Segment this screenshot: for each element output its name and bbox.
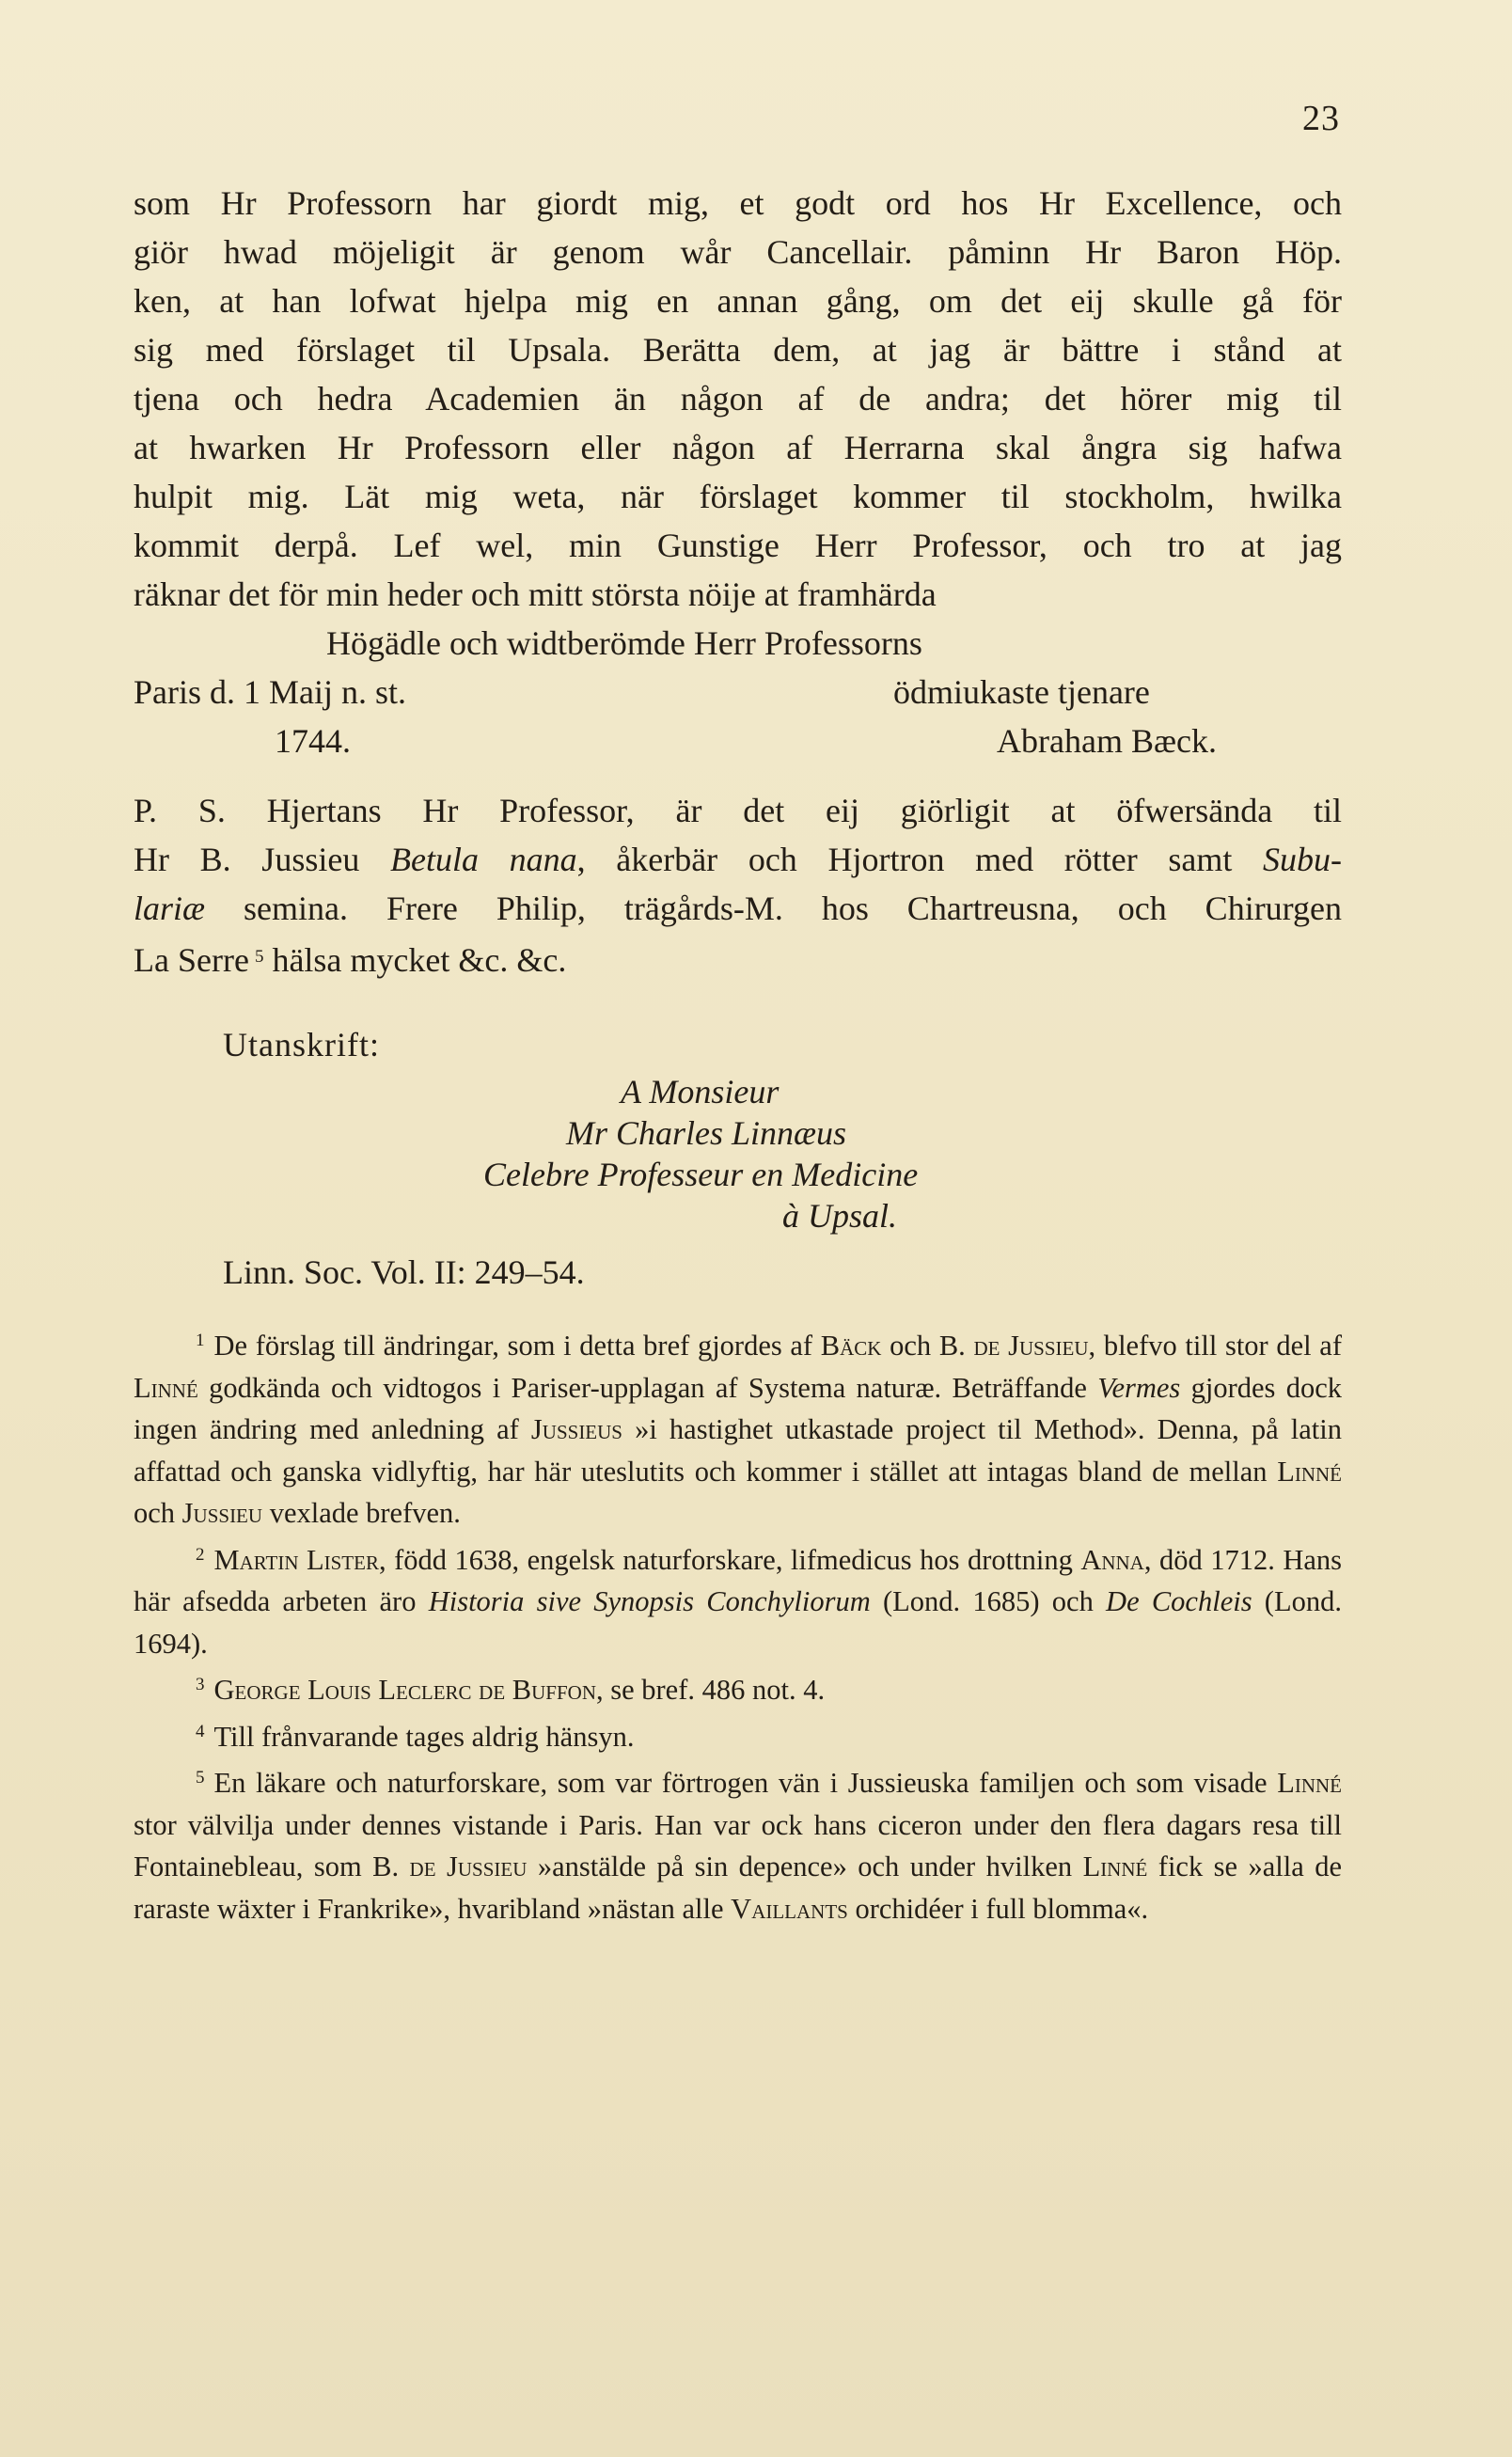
footnote-text: , död 1712. Hans här afsedda arbeten äro <box>134 1543 1342 1617</box>
ps-text: La Serre <box>134 941 249 979</box>
ps-italic-term: Subu- <box>1262 841 1342 878</box>
address-label: Utanskrift: <box>223 1026 380 1063</box>
person-name: Vaillants <box>731 1892 848 1925</box>
ps-text: , åkerbär och Hjortron med rötter samt <box>576 841 1263 878</box>
letter-line: som Hr Professorn har giordt mig, et godt ord hos Hr Excellence, och <box>134 184 1342 222</box>
letter-line: tjena och hedra Academien än någon af de andra; det hörer mig til <box>134 380 1342 417</box>
footnote-text: stor välvilja under dennes vistande i Paris. Han var ock hans ciceron under den flera dagars resa till Fontainebleau, som B. <box>134 1808 1342 1882</box>
address-block <box>134 1020 1342 1314</box>
footnote-text <box>1000 1330 1008 1362</box>
address-line: A Monsieur <box>621 1073 780 1110</box>
footnote-text: (Lond. 1685) och <box>870 1585 1107 1617</box>
letter-body <box>134 179 1342 1314</box>
postscript <box>134 786 1342 984</box>
footnote-number: 5 <box>196 1768 205 1788</box>
person-name: Linné <box>1277 1767 1342 1799</box>
letter-line: kommit derpå. Lef wel, min Gunstige Herr Professor, och tro at jag <box>134 527 1342 564</box>
person-name: Linné <box>1082 1851 1148 1882</box>
footnote-3 <box>134 1664 1342 1711</box>
address-line: Mr Charles Linnæus <box>566 1114 847 1152</box>
ps-text: semina. Frere Philip, trägårds-M. hos Chartreusna, och Chirurgen <box>205 890 1342 927</box>
postscript-line <box>134 933 1342 984</box>
italic-term: De Cochleis <box>1106 1585 1252 1617</box>
closing-salutation: Högädle och widtberömde Herr Professorns <box>326 624 922 662</box>
footnote-text: »anstälde på sin depence» och under hvilken <box>527 1851 1083 1882</box>
person-name: Anna <box>1080 1543 1144 1576</box>
person-name: George Louis Leclerc de Buffon <box>213 1674 596 1706</box>
footnote-text <box>436 1851 447 1882</box>
footnote-text: vexlade brefven. <box>262 1497 461 1529</box>
footnote-text: fick se »alla de raraste wäxter i Frankrike», hvaribland »nästan alle <box>134 1851 1342 1925</box>
footnote-number: 3 <box>196 1675 205 1694</box>
ps-text: hälsa mycket &c. &c. <box>263 941 567 979</box>
footnote-text: godkända och vidtogos i Pariser-upplagan af Systema naturæ. Beträffande <box>197 1371 1098 1404</box>
footnote-5 <box>134 1757 1342 1929</box>
footnote-text: Till frånvarande tages aldrig hänsyn. <box>213 1720 635 1753</box>
footnote-text: orchidéer i full blomma«. <box>847 1892 1149 1925</box>
person-name: de <box>409 1851 436 1882</box>
address-line: Celebre Professeur en Medicine <box>483 1156 919 1193</box>
closing-year: 1744. <box>275 722 351 760</box>
italic-term: Historia sive Synopsis Conchyliorum <box>428 1585 871 1617</box>
page-number: 23 <box>1302 99 1340 138</box>
footnote-text: En läkare och naturforskare, som var förtrogen vän i Jussieuska familjen och som visade <box>213 1767 1278 1799</box>
letter-line: giör hwad möjeligit är genom wår Cancellair. påminn Hr Baron Höp. <box>134 233 1342 271</box>
letter-line: at hwarken Hr Professorn eller någon af Herrarna skal ångra sig hafwa <box>134 429 1342 466</box>
closing-place-date: Paris d. 1 Maij n. st. <box>134 673 407 711</box>
ps-italic-term: lariæ <box>134 890 206 927</box>
footnote-text: och <box>134 1497 182 1529</box>
footnote-number: 4 <box>196 1721 205 1741</box>
footnote-number: 1 <box>196 1331 205 1350</box>
footnote-text: (Lond. 1694). <box>134 1585 1342 1660</box>
footnote-text: , blefvo till stor del af <box>1088 1330 1343 1362</box>
ps-italic-term: Betula nana <box>389 841 577 878</box>
person-name: de <box>973 1330 1000 1362</box>
person-name: Jussieus <box>530 1413 622 1445</box>
footnote-1 <box>134 1320 1342 1535</box>
person-name: Martin Lister <box>213 1543 379 1576</box>
person-name: Jussieu <box>446 1851 528 1882</box>
source-reference: Linn. Soc. Vol. II: 249–54. <box>223 1253 585 1291</box>
address-line: à Upsal. <box>782 1197 898 1235</box>
person-name: Jussieu <box>181 1497 263 1529</box>
footnote-text: gjordes dock ingen ändring med anledning af <box>134 1371 1342 1445</box>
postscript-line <box>134 786 1342 835</box>
person-name: Jussieu <box>1008 1330 1089 1362</box>
footnote-text: , född 1638, engelsk naturforskare, lifmedicus hos drottning <box>378 1543 1081 1576</box>
letter-line: ken, at han lofwat hjelpa mig en annan gång, om det eij skulle gå för <box>134 282 1342 320</box>
footnote-number: 2 <box>196 1544 205 1565</box>
ps-text: P. S. Hjertans Hr Professor, är det eij giörligit at öfwersända til <box>134 792 1342 829</box>
footnote-2 <box>134 1535 1342 1665</box>
footnote-text: De förslag till ändringar, som i detta bref gjordes af <box>213 1330 821 1362</box>
person-name: Bäck <box>820 1330 882 1362</box>
letter-line: sig med förslaget til Upsala. Berätta dem, at jag är bättre i stånd at <box>134 331 1342 369</box>
person-name: Linné <box>1277 1455 1342 1488</box>
closing-servant: ödmiukaste tjenare <box>893 673 1150 711</box>
footnote-4 <box>134 1711 1342 1758</box>
italic-term: Vermes <box>1097 1371 1181 1404</box>
footnote-text: »i hastighet utkastade project til Method». Denna, på latin affattad och ganska vidlyftig, har här uteslutits och kommer i stället att intagas bland de mellan <box>134 1413 1342 1488</box>
letter-line: hulpit mig. Lät mig weta, när förslaget kommer til stockholm, hwilka <box>134 478 1342 515</box>
footnote-text: , se bref. 486 not. 4. <box>595 1674 826 1706</box>
letter-closing <box>134 619 1342 765</box>
footnote-ref: 5 <box>254 947 264 967</box>
letter-line: räknar det för min heder och mitt största nöije at framhärda <box>134 575 937 613</box>
signature: Abraham Bæck. <box>997 722 1217 760</box>
ps-text: Hr B. Jussieu <box>134 841 390 878</box>
footnote-text: och B. <box>881 1330 974 1362</box>
postscript-line <box>134 835 1342 884</box>
postscript-line <box>134 884 1342 933</box>
person-name: Linné <box>134 1371 198 1404</box>
footnotes <box>134 1320 1342 1929</box>
